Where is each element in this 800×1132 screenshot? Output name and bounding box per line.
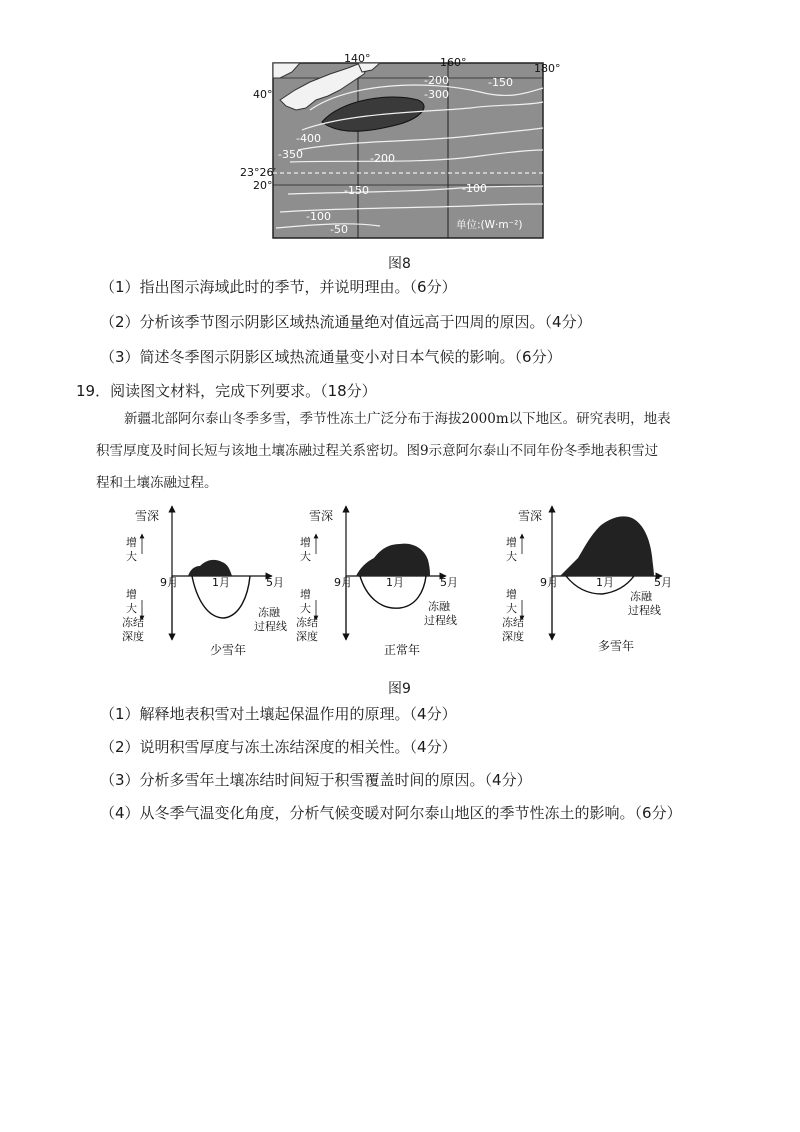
q19-material-line: 积雪厚度及时间长短与该地土壤冻融过程关系密切。图9示意阿尔泰山不同年份冬季地表积雪过: [96, 443, 659, 459]
q18-item: （2）分析该季节图示阴影区域热流通量绝对值远高于四周的原因。（4分）: [100, 313, 592, 331]
contour-label: -400: [296, 132, 321, 145]
contour-label: -300: [424, 88, 449, 101]
lon-label: 160°: [440, 56, 467, 69]
figure-8-caption: 图8: [388, 256, 411, 272]
svg-text:雪深: 雪深: [518, 509, 543, 523]
svg-text:过程线: 过程线: [254, 620, 287, 633]
lat-label: 23°26′: [240, 166, 276, 179]
snow-area: [560, 516, 654, 576]
contour-label: -150: [344, 184, 369, 197]
q19-material-line: 新疆北部阿尔泰山冬季多雪，季节性冻土广泛分布于海拔2000m以下地区。研究表明，地表: [124, 411, 671, 427]
svg-text:9月: 9月: [540, 576, 558, 589]
contour-label: -350: [278, 148, 303, 161]
svg-text:大: 大: [126, 602, 137, 615]
snow-area: [188, 560, 232, 576]
svg-text:1月: 1月: [596, 576, 614, 589]
q19-item: （3）分析多雪年土壤冻结时间短于积雪覆盖时间的原因。（4分）: [100, 771, 532, 789]
svg-text:增: 增: [126, 588, 137, 601]
contour-label: -200: [370, 152, 395, 165]
contour-label: -100: [306, 210, 331, 223]
svg-text:雪深: 雪深: [135, 509, 160, 523]
panel-little-snow: [122, 506, 287, 657]
svg-text:1月: 1月: [386, 576, 404, 589]
svg-text:5月: 5月: [440, 576, 458, 589]
lon-label: 180°: [534, 62, 561, 75]
svg-text:5月: 5月: [654, 576, 672, 589]
contour-label: -100: [462, 182, 487, 195]
svg-text:1月: 1月: [212, 576, 230, 589]
svg-text:大: 大: [300, 602, 311, 615]
svg-text:大: 大: [126, 550, 137, 563]
q19-item: （1）解释地表积雪对土壤起保温作用的原理。（4分）: [100, 705, 457, 723]
q19-material-line: 程和土壤冻融过程。: [96, 475, 218, 491]
panel-label: 正常年: [384, 643, 421, 657]
contour-label: -50: [330, 223, 348, 236]
unit-label: 单位:(W·m⁻²): [456, 219, 523, 231]
svg-text:过程线: 过程线: [628, 604, 661, 617]
svg-text:大: 大: [300, 550, 311, 563]
q19-item: （4）从冬季气温变化角度，分析气候变暖对阿尔泰山地区的季节性冻土的影响。（6分）: [100, 804, 682, 822]
svg-text:增: 增: [126, 536, 137, 549]
svg-text:雪深: 雪深: [309, 509, 334, 523]
svg-text:冻结: 冻结: [122, 616, 144, 629]
svg-text:9月: 9月: [334, 576, 352, 589]
svg-text:冻结: 冻结: [502, 616, 524, 629]
svg-text:冻融: 冻融: [258, 606, 280, 619]
snow-area: [356, 544, 430, 576]
svg-text:5月: 5月: [266, 576, 284, 589]
panel-heavy-snow: [502, 506, 672, 653]
lat-label: 20°: [253, 179, 273, 192]
svg-text:深度: 深度: [502, 630, 524, 643]
lat-label: 40°: [253, 88, 273, 101]
svg-text:冻融: 冻融: [428, 600, 450, 613]
panel-normal: [296, 506, 458, 657]
svg-text:增: 增: [506, 588, 517, 601]
q19-item: （2）说明积雪厚度与冻土冻结深度的相关性。（4分）: [100, 738, 457, 756]
panel-label: 少雪年: [210, 643, 247, 657]
svg-text:增: 增: [300, 536, 311, 549]
contour-label: -150: [488, 76, 513, 89]
svg-text:深度: 深度: [122, 630, 144, 643]
svg-text:增: 增: [506, 536, 517, 549]
figure-9-caption: 图9: [388, 681, 411, 697]
svg-text:冻融: 冻融: [630, 590, 652, 603]
svg-text:大: 大: [506, 602, 517, 615]
lon-label: 140°: [344, 52, 371, 65]
svg-text:9月: 9月: [160, 576, 178, 589]
figure-8-map: [240, 52, 570, 252]
svg-text:过程线: 过程线: [424, 614, 457, 627]
contour-label: -200: [424, 74, 449, 87]
q19-title: 19．阅读图文材料，完成下列要求。（18分）: [76, 382, 377, 400]
panel-label: 多雪年: [598, 639, 635, 653]
q18-item: （3）简述冬季图示阴影区域热流通量变小对日本气候的影响。（6分）: [100, 348, 562, 366]
q18-item: （1）指出图示海域此时的季节，并说明理由。（6分）: [100, 278, 457, 296]
svg-text:冻结: 冻结: [296, 616, 318, 629]
svg-text:增: 增: [300, 588, 311, 601]
figure-9: [120, 500, 700, 665]
svg-text:深度: 深度: [296, 630, 318, 643]
svg-text:大: 大: [506, 550, 517, 563]
